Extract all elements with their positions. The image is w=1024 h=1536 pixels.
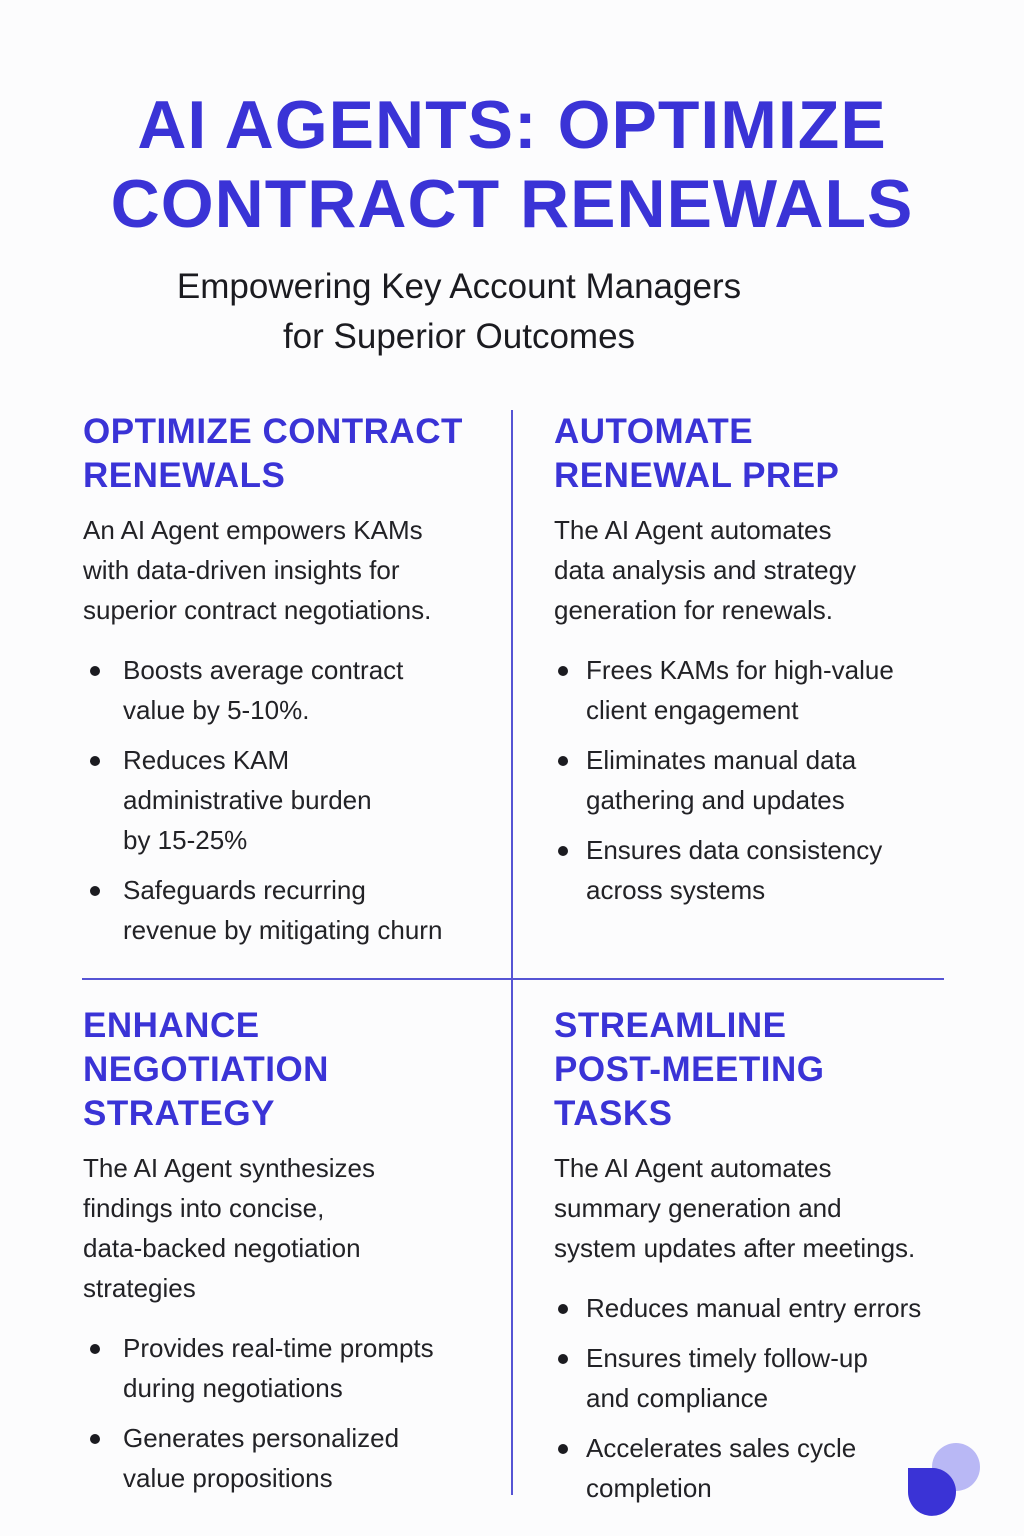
bullet-line: by 15-25%: [123, 825, 248, 855]
bullet-list: [554, 650, 964, 910]
bullet-item: [83, 870, 493, 950]
desc-line: summary generation and: [554, 1193, 842, 1223]
title-line-2: CONTRACT RENEWALS: [110, 166, 914, 242]
overlapping-circles-logo-icon: [906, 1442, 982, 1518]
bullet-item: [83, 740, 493, 860]
bullet-dot-icon: [90, 886, 100, 896]
section-heading: [83, 410, 493, 498]
bullet-item: [554, 1428, 964, 1508]
heading-line: STRATEGY: [83, 1094, 275, 1133]
bullet-line: Boosts average contract: [123, 655, 404, 685]
bullet-line: Provides real-time prompts: [123, 1333, 434, 1363]
bullet-item: [83, 1328, 493, 1408]
desc-line: The AI Agent synthesizes: [83, 1153, 375, 1183]
bullet-dot-icon: [90, 1434, 100, 1444]
bullet-dot-icon: [90, 666, 100, 676]
bullet-dot-icon: [558, 1354, 568, 1364]
desc-line: data analysis and strategy: [554, 555, 857, 585]
bullet-dot-icon: [558, 846, 568, 856]
bullet-line: and compliance: [586, 1383, 769, 1413]
bullet-line: Ensures timely follow-up: [586, 1343, 868, 1373]
bullet-dot-icon: [558, 666, 568, 676]
bullet-item: [83, 650, 493, 730]
bullet-line: client engagement: [586, 695, 799, 725]
desc-line: generation for renewals.: [554, 595, 833, 625]
section-streamline-post-meeting: [554, 1004, 964, 1518]
section-heading: [554, 410, 964, 498]
section-description: [554, 510, 964, 630]
heading-line: TASKS: [554, 1094, 673, 1133]
bullet-list: [83, 1328, 493, 1498]
section-automate-renewal-prep: [554, 410, 964, 920]
heading-line: ENHANCE: [83, 1006, 260, 1045]
bullet-dot-icon: [90, 756, 100, 766]
bullet-line: Ensures data consistency: [586, 835, 883, 865]
logo-dark-shape: [908, 1468, 956, 1516]
subtitle-line-1: Empowering Key Account Managers: [176, 267, 742, 306]
subtitle: [0, 262, 918, 362]
bullet-item: [554, 650, 964, 730]
bullet-item: [554, 830, 964, 910]
subtitle-line-2: for Superior Outcomes: [282, 317, 636, 356]
bullet-list: [83, 650, 493, 950]
bullet-line: value propositions: [123, 1463, 333, 1493]
title-line-1: AI AGENTS: OPTIMIZE: [137, 87, 887, 163]
bullet-dot-icon: [558, 1304, 568, 1314]
bullet-dot-icon: [90, 1344, 100, 1354]
heading-line: NEGOTIATION: [83, 1050, 329, 1089]
page-title: [0, 86, 1024, 244]
section-enhance-negotiation: [83, 1004, 493, 1508]
bullet-line: revenue by mitigating churn: [123, 915, 443, 945]
bullet-item: [83, 1418, 493, 1498]
section-description: [554, 1148, 964, 1268]
section-description: [83, 1148, 493, 1308]
bullet-item: [554, 740, 964, 820]
desc-line: superior contract negotiations.: [83, 595, 432, 625]
heading-line: RENEWAL PREP: [554, 456, 840, 495]
bullet-line: across systems: [586, 875, 766, 905]
bullet-dot-icon: [558, 1444, 568, 1454]
bullet-line: value by 5-10%.: [123, 695, 310, 725]
desc-line: data-backed negotiation: [83, 1233, 361, 1263]
bullet-line: during negotiations: [123, 1373, 343, 1403]
bullet-list: [554, 1288, 964, 1508]
bullet-line: Generates personalized: [123, 1423, 400, 1453]
desc-line: An AI Agent empowers KAMs: [83, 515, 423, 545]
bullet-line: Safeguards recurring: [123, 875, 366, 905]
bullet-line: gathering and updates: [586, 785, 845, 815]
desc-line: strategies: [83, 1273, 196, 1303]
section-heading: [554, 1004, 964, 1136]
desc-line: with data-driven insights for: [83, 555, 400, 585]
heading-line: OPTIMIZE CONTRACT: [83, 412, 463, 451]
bullet-line: Reduces manual entry errors: [586, 1293, 922, 1323]
desc-line: system updates after meetings.: [554, 1233, 916, 1263]
desc-line: The AI Agent automates: [554, 515, 832, 545]
bullet-line: Eliminates manual data: [586, 745, 857, 775]
bullet-line: Accelerates sales cycle: [586, 1433, 857, 1463]
vertical-divider: [511, 410, 513, 1495]
desc-line: The AI Agent automates: [554, 1153, 832, 1183]
bullet-dot-icon: [558, 756, 568, 766]
bullet-line: Frees KAMs for high-value: [586, 655, 894, 685]
heading-line: AUTOMATE: [554, 412, 754, 451]
bullet-item: [554, 1288, 964, 1328]
heading-line: RENEWALS: [83, 456, 286, 495]
section-heading: [83, 1004, 493, 1136]
bullet-item: [554, 1338, 964, 1418]
section-description: [83, 510, 493, 630]
desc-line: findings into concise,: [83, 1193, 325, 1223]
horizontal-divider: [82, 978, 944, 980]
heading-line: POST-MEETING: [554, 1050, 825, 1089]
bullet-line: completion: [586, 1473, 712, 1503]
section-optimize-renewals: [83, 410, 493, 960]
heading-line: STREAMLINE: [554, 1006, 787, 1045]
bullet-line: administrative burden: [123, 785, 372, 815]
bullet-line: Reduces KAM: [123, 745, 290, 775]
